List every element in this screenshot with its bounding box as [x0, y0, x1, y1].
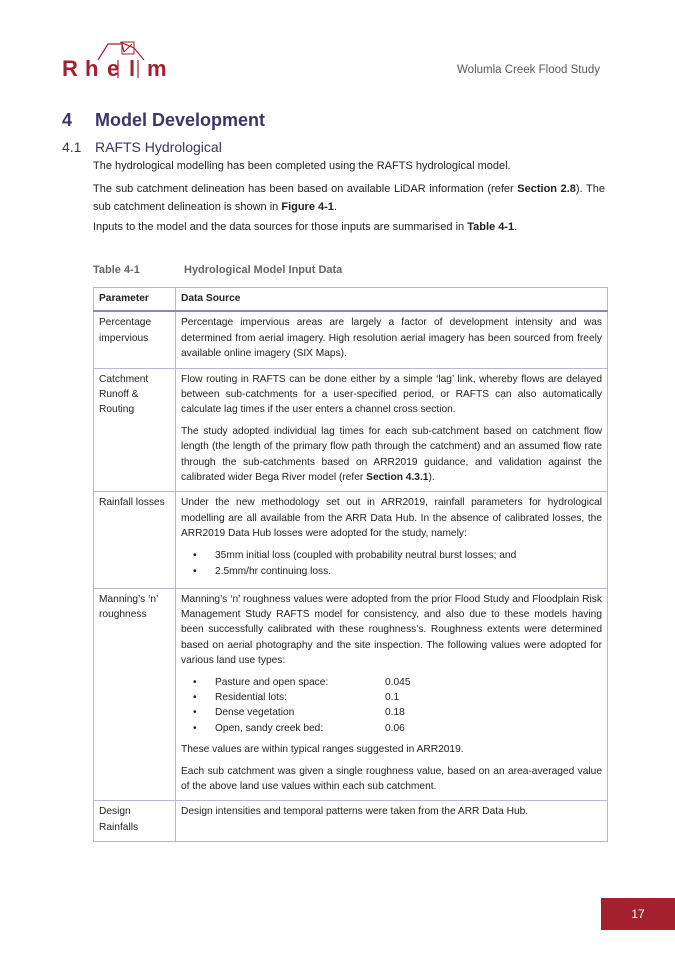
cell-text: Manning’s ‘n’ roughness values were adopted from the prior Flood Study and Floodplain Risk Management Study RAFTS model for consistency, and also due to these models having been successfully calibrated with these roughness’s. Roughness extents were determined based on aerial photography and the site inspection. The following values were adopted for various land use types: — [181, 593, 602, 667]
cell-text: Under the new methodology set out in ARR2019, rainfall parameters for hydrological modelling are all available from the ARR Data Hub. In the absence of calibrated losses, the ARR2019 Data Hub losses were adopted for the study, namely: — [181, 497, 602, 540]
roughness-values-list — [181, 675, 602, 737]
input-data-table — [93, 287, 608, 842]
data-source-cell — [176, 588, 608, 801]
company-logo: R h e l m — [62, 38, 182, 82]
table-reference: Table 4-1 — [467, 221, 515, 233]
figure-reference: Figure 4-1 — [281, 201, 334, 213]
table-row — [94, 588, 608, 801]
section-title: Model Development — [95, 110, 266, 130]
land-use-label: Residential lots: — [215, 691, 287, 703]
parameter-cell: Percentage impervious — [94, 311, 176, 368]
page-number-badge — [601, 898, 675, 930]
section-heading — [62, 110, 265, 131]
list-item: • 2.5mm/hr continuing loss. — [181, 564, 602, 579]
list-item — [181, 705, 602, 720]
loss-list — [181, 548, 602, 580]
text-run: Inputs to the model and the data sources for those inputs are summarised in — [93, 221, 468, 233]
table-caption-number: Table 4-1 — [93, 264, 140, 276]
roughness-value: 0.1 — [385, 691, 400, 703]
table-row — [94, 311, 608, 368]
document-title: Wolumla Creek Flood Study — [457, 64, 600, 76]
subsection-number: 4.1 — [62, 139, 82, 155]
text-run: ). The sub catchment delineation is shown in — [93, 183, 606, 213]
parameter-cell: Manning’s ‘n’ roughness — [94, 588, 176, 801]
column-header-parameter: Parameter — [94, 288, 176, 312]
paragraph-intro: The hydrological modelling has been completed using the RAFTS hydrological model. — [93, 160, 511, 172]
roughness-value: 0.045 — [385, 676, 411, 688]
table-caption-title: Hydrological Model Input Data — [184, 264, 343, 276]
paragraph-delineation — [93, 180, 605, 216]
section-number: 4 — [62, 110, 73, 130]
land-use-label: Pasture and open space: — [215, 676, 329, 688]
data-source-cell — [176, 311, 608, 368]
cell-text: Percentage impervious areas are largely a factor of development intensity and was determined from aerial imagery. High resolution aerial imagery has been sourced from freely available online imagery (SIX Maps). — [181, 317, 602, 360]
cell-text: Each sub catchment was given a single roughness value, based on an area-averaged value of the above land use values within each sub catchment. — [181, 765, 602, 792]
text-run: The study adopted individual lag times for each sub-catchment based on catchment flow length (the length of the primary flow path through the catchment) and an assumed flow rate through the sub-catchments based on ARR2019 guidance, and validation against the calibrated wider Bega River model (refer — [181, 425, 602, 484]
cell-text: Design intensities and temporal patterns were taken from the ARR Data Hub. — [181, 806, 529, 818]
parameter-cell: Catchment Runoff & Routing — [94, 368, 176, 492]
data-source-cell — [176, 801, 608, 842]
cell-text — [181, 424, 602, 486]
parameter-cell: Design Rainfalls — [94, 801, 176, 842]
data-source-cell — [176, 492, 608, 588]
paragraph-inputs — [93, 218, 605, 236]
list-item — [181, 675, 602, 690]
table-row — [94, 492, 608, 588]
list-item: • 35mm initial loss (coupled with probability neutral burst losses; and — [181, 548, 602, 563]
parameter-cell: Rainfall losses — [94, 492, 176, 588]
list-item — [181, 721, 602, 736]
roughness-value: 0.18 — [385, 707, 405, 719]
roughness-value: 0.06 — [385, 722, 405, 734]
cell-text: These values are within typical ranges suggested in ARR2019. — [181, 744, 464, 756]
text-run: . — [333, 201, 337, 213]
page-number: 17 — [631, 907, 645, 921]
table-row — [94, 368, 608, 492]
text-run: . — [514, 221, 518, 233]
land-use-label: Dense vegetation — [215, 707, 295, 719]
table-row — [94, 801, 608, 842]
text-run: The sub catchment delineation has been based on available LiDAR information (refer — [93, 183, 518, 195]
table-header-row — [94, 288, 608, 312]
data-source-cell — [176, 368, 608, 492]
table-caption — [93, 264, 342, 276]
column-header-data-source: Data Source — [176, 288, 608, 312]
section-reference: Section 4.3.1 — [366, 472, 429, 484]
text-run: ). — [428, 472, 435, 484]
cell-text: Flow routing in RAFTS can be done either by a simple ‘lag’ link, whereby flows are delayed between sub-catchments for a user-specified period, or RAFTS can also automatically calculate lag times if the user enters a channel cross section. — [181, 373, 602, 416]
subsection-heading — [62, 139, 222, 155]
list-item — [181, 690, 602, 705]
land-use-label: Open, sandy creek bed: — [215, 722, 324, 734]
section-reference-link: Section 2.8 — [517, 183, 576, 195]
subsection-title: RAFTS Hydrological — [95, 139, 222, 155]
